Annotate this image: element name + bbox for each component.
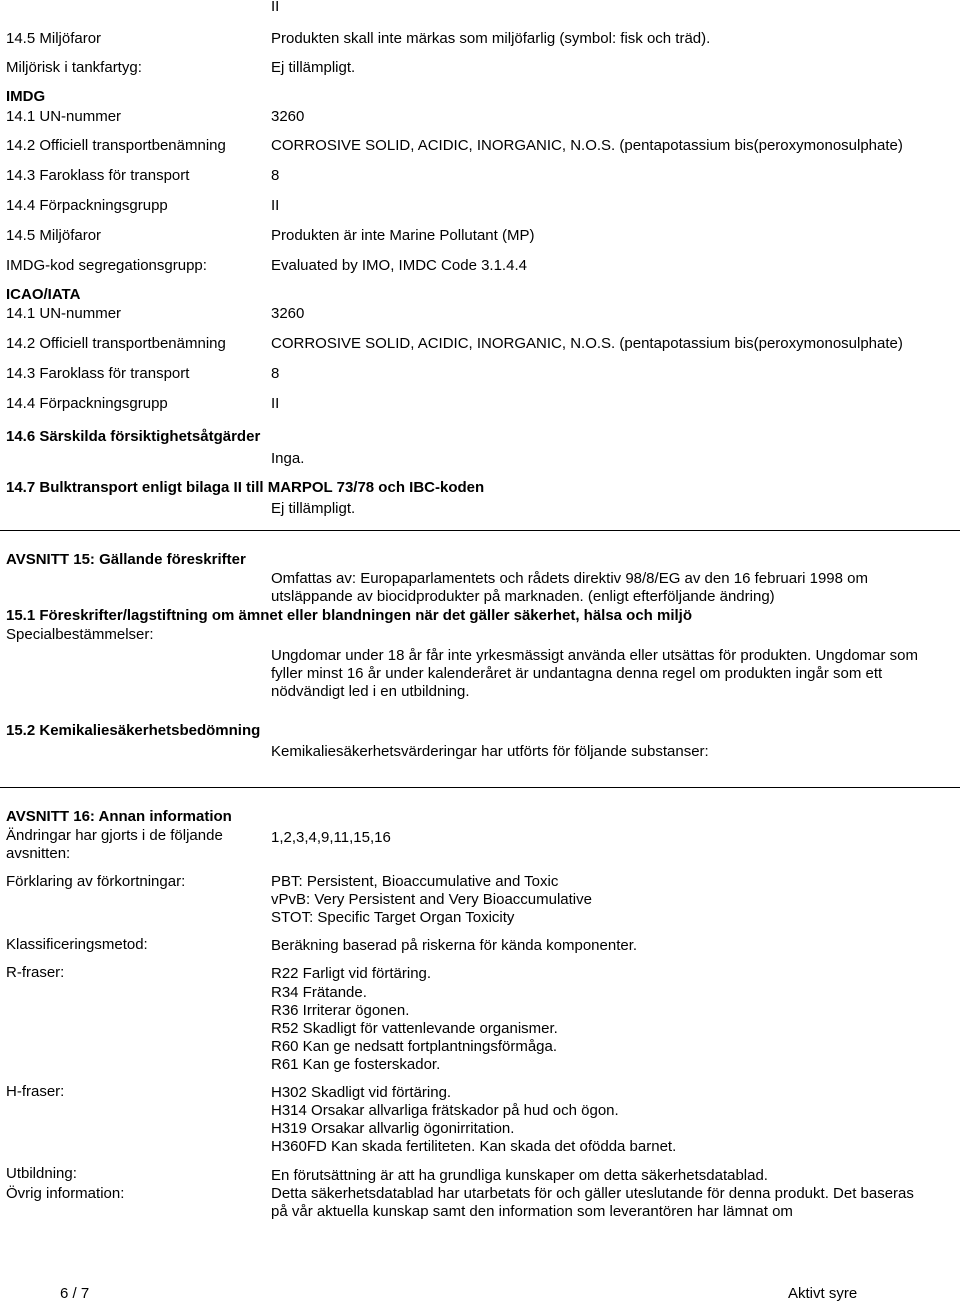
special-provisions-value: Ungdomar under 18 år får inte yrkesmässigt använda eller utsättas för produkten. Ungdomar som fyller minst 16 år under kalenderåret är undantagna denna regel om produkten ingår som ett nödvändigt led i en utbildning.	[271, 647, 918, 700]
abbreviation-line: vPvB: Very Persistent and Very Bioaccumulative	[271, 891, 592, 908]
r-phrase: R34 Frätande.	[271, 984, 367, 1001]
changes-label: Ändringar har gjorts i de följande avsnitten:	[6, 827, 223, 862]
r-phrases-label: R-fraser:	[6, 964, 65, 981]
special-provisions-label: Specialbestämmelser:	[6, 626, 154, 643]
h-phrase: H360FD Kan skada fertiliteten. Kan skada det ofödda barnet.	[271, 1138, 677, 1155]
imdg-class-label: 14.3 Faroklass för transport	[6, 167, 190, 184]
imdg-seg-label: IMDG-kod segregationsgrupp:	[6, 257, 207, 274]
section-15-2-heading: 15.2 Kemikaliesäkerhetsbedömning	[6, 722, 261, 739]
imdg-un-value: 3260	[271, 108, 305, 125]
icao-heading: ICAO/IATA	[6, 286, 81, 303]
abbreviation-line: STOT: Specific Target Organ Toxicity	[271, 909, 515, 926]
r-phrase: R61 Kan ge fosterskador.	[271, 1056, 441, 1073]
icao-pg-value: II	[271, 395, 280, 412]
page-number: 6 / 7	[60, 1285, 90, 1302]
section-14-6-heading: 14.6 Särskilda försiktighetsåtgärder	[6, 428, 261, 445]
h-phrase: H319 Orsakar allvarlig ögonirritation.	[271, 1120, 515, 1137]
icao-un-value: 3260	[271, 305, 305, 322]
section-divider	[0, 787, 960, 788]
section-16-heading: AVSNITT 16: Annan information	[6, 808, 232, 825]
section-15-covered: Omfattas av: Europaparlamentets och rådets direktiv 98/8/EG av den 16 februari 1998 om utsläppande av biocidprodukter på marknaden. (enligt efterföljande ändring)	[271, 570, 868, 605]
section-14-6-value: Inga.	[271, 450, 305, 467]
training-label: Utbildning:	[6, 1165, 77, 1182]
abbreviations-label: Förklaring av förkortningar:	[6, 873, 186, 890]
imdg-un-label: 14.1 UN-nummer	[6, 108, 122, 125]
icao-name-value: CORROSIVE SOLID, ACIDIC, INORGANIC, N.O.S. (pentapotassium bis(peroxymonosulphate)	[271, 335, 903, 352]
imdg-pg-value: II	[271, 197, 280, 214]
abbreviation-line: PBT: Persistent, Bioaccumulative and Toxic	[271, 873, 559, 890]
icao-class-label: 14.3 Faroklass för transport	[6, 365, 190, 382]
other-info-label: Övrig information:	[6, 1185, 125, 1202]
icao-name-label: 14.2 Officiell transportbenämning	[6, 335, 226, 352]
r-phrase: R36 Irriterar ögonen.	[271, 1002, 410, 1019]
section-15-1-heading: 15.1 Föreskrifter/lagstiftning om ämnet eller blandningen när det gäller säkerhet, hälsa och miljö	[6, 607, 693, 624]
section-14-7-value: Ej tillämpligt.	[271, 500, 356, 517]
icao-pg-label: 14.4 Förpackningsgrupp	[6, 395, 168, 412]
imdg-heading: IMDG	[6, 88, 46, 105]
tanker-risk-value: Ej tillämpligt.	[271, 59, 356, 76]
r-phrase: R52 Skadligt för vattenlevande organismer.	[271, 1020, 558, 1037]
imdg-name-value: CORROSIVE SOLID, ACIDIC, INORGANIC, N.O.S. (pentapotassium bis(peroxymonosulphate)	[271, 137, 903, 154]
packing-group-value: II	[271, 0, 280, 15]
env-hazard-value: Produkten skall inte märkas som miljöfarlig (symbol: fisk och träd).	[271, 30, 711, 47]
product-name: Aktivt syre	[788, 1285, 858, 1302]
tanker-risk-label: Miljörisk i tankfartyg:	[6, 59, 142, 76]
training-value: En förutsättning är att ha grundliga kunskaper om detta säkerhetsdatablad.	[271, 1167, 768, 1184]
imdg-env-value: Produkten är inte Marine Pollutant (MP)	[271, 227, 535, 244]
h-phrase: H314 Orsakar allvarliga frätskador på hud och ögon.	[271, 1102, 619, 1119]
imdg-name-label: 14.2 Officiell transportbenämning	[6, 137, 226, 154]
other-info-value: Detta säkerhetsdatablad har utarbetats för och gäller uteslutande för denna produkt. Det baseras på vår aktuella kunskap samt den information som leverantören har lämnat om	[271, 1185, 914, 1220]
imdg-class-value: 8	[271, 167, 280, 184]
classification-method-label: Klassificeringsmetod:	[6, 936, 148, 953]
h-phrases-label: H-fraser:	[6, 1083, 65, 1100]
imdg-env-label: 14.5 Miljöfaror	[6, 227, 102, 244]
classification-method-value: Beräkning baserad på riskerna för kända komponenter.	[271, 937, 638, 954]
imdg-seg-value: Evaluated by IMO, IMDC Code 3.1.4.4	[271, 257, 527, 274]
h-phrase: H302 Skadligt vid förtäring.	[271, 1084, 452, 1101]
icao-class-value: 8	[271, 365, 280, 382]
imdg-pg-label: 14.4 Förpackningsgrupp	[6, 197, 168, 214]
r-phrase: R60 Kan ge nedsatt fortplantningsförmåga.	[271, 1038, 558, 1055]
changes-value: 1,2,3,4,9,11,15,16	[271, 829, 391, 846]
env-hazard-label: 14.5 Miljöfaror	[6, 30, 102, 47]
r-phrase: R22 Farligt vid förtäring.	[271, 965, 432, 982]
section-14-7-heading: 14.7 Bulktransport enligt bilaga II till MARPOL 73/78 och IBC-koden	[6, 479, 485, 496]
section-15-heading: AVSNITT 15: Gällande föreskrifter	[6, 551, 246, 568]
icao-un-label: 14.1 UN-nummer	[6, 305, 122, 322]
section-divider	[0, 530, 960, 531]
section-15-2-value: Kemikaliesäkerhetsvärderingar har utförts för följande substanser:	[271, 743, 709, 760]
